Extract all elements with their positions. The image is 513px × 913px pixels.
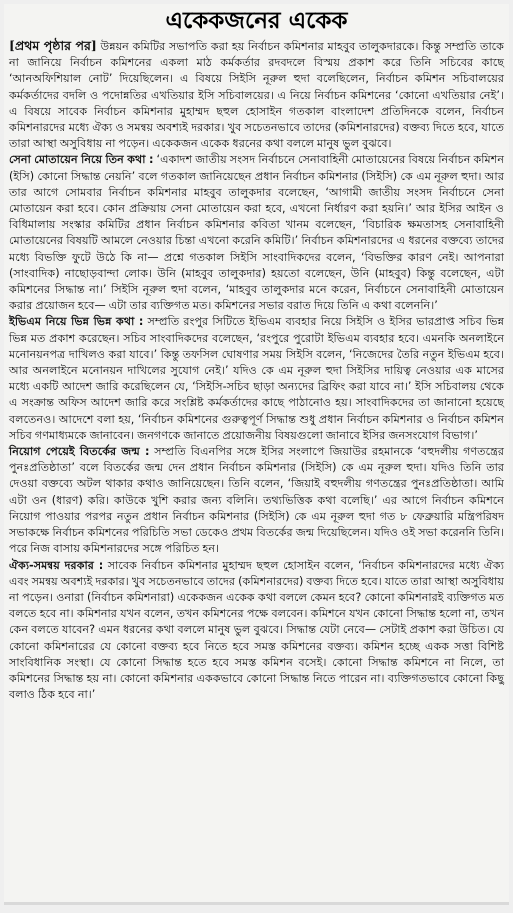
- section-heading: ইভিএম নিয়ে ভিন্ন ভিন্ন কথা :: [9, 315, 144, 329]
- section-unity-coordination: [9, 558, 504, 704]
- section-heading: ঐক্য-সমন্বয় দরকার :: [9, 558, 104, 572]
- section-heading: সেনা মোতায়েন নিয়ে তিন কথা :: [9, 153, 154, 167]
- article-page: [4, 4, 509, 905]
- section-body: সম্প্রতি বিএনপির সঙ্গে ইসির সংলাপে জিয়াউর রহমানকে ‘বহুদলীয় গণতন্ত্রের পুনঃপ্রতিষ্ঠাতা’ বলে বিতর্কের জন্ম দেন প্রধান নির্বাচন কমিশনার (সিইসি) কে এম নূরুল হুদা। যদিও তিনি তার দেওয়া বক্তব্যে অটল থাকার কথাও জানিয়েছেন। তিনি বলেন, ‘জিয়াই বহুদলীয় গণতন্ত্রের পুনঃপ্রতিষ্ঠাতা। আমি এটা ওন (ধারণ) করি। কাউকে খুশি করার জন্য বলিনি। তথ্যভিত্তিক কথা বলেছি।’ এর আগে নির্বাচন কমিশনে নিয়োগ পাওয়ার পরপর নতুন প্রধান নির্বাচন কমিশনার (সিইসি) কে এম নূরুল হুদা গত ৮ ফেব্রুয়ারি মন্ত্রিপরিষদ সভাকক্ষে নির্বাচন কমিশনের পরিচিতি সভা ডেকেও প্রথম বিতর্কের জন্ম দিয়েছিলেন। যদিও ওই সভা করেননি তিনি। পরে নিজ বাসায় কমিশনারদের সঙ্গে পরিচিত হন।: [9, 445, 505, 556]
- section-body: সাবেক নির্বাচন কমিশনার মুহাম্মদ ছহুল হোসাইন বলেন, ‘নির্বাচন কমিশনারদের মধ্যে ঐক্য এবং সমন্বয় অবশ্যই দরকার। খুব সচেতনভাবে তাদের (কমিশনারদের) বক্তব্য দিতে হবে। যাতে তারা আস্থা অসুবিধায় না পড়েন। ওনারা (নির্বাচন কমিশনারা) একেকজন একেক কথা বললে কেমন হবে? কোনো কমিশনারই ব্যক্তিগত মত বলতে হবে না। কমিশনার যখন বলেন, তখন কমিশনের পক্ষে বলবেন। কমিশনে যখন কোনো সিদ্ধান্ত হলো না, তখন কেন বলতে যাবেন? এমন ধরনের কথা বললে মানুষ ভুল বুঝবে। সিদ্ধান্ত যেটা নেবে— সেটাই প্রকাশ করা উচিত। যে কোনো কমিশনারের যে কোনো বক্তব্য হবে নিতে হবে সমস্ত কমিশনের বক্তব্য। কমিশন হচ্ছে একক সত্তা বিশিষ্ট সাংবিধানিক সংস্থা। যে কোনো সিদ্ধান্ত হতে হবে সমস্ত কমিশন বসেই। কোনো সিদ্ধান্ত কমিশনে না নিলে, তা কমিশনের সিদ্ধান্ত হয় না। কোনো কমিশনার এককভাবে কোনো সিদ্ধান্ত নিতে পারেন না। ব্যক্তিগতভাবে কোনো কিছু বলাও ঠিক হবে না।’: [9, 558, 504, 702]
- section-army-deployment: [9, 152, 504, 314]
- intro-paragraph: [9, 38, 504, 152]
- continuation-marker: [প্রথম পৃষ্ঠার পর]: [9, 38, 97, 53]
- section-body: ‘একাদশ জাতীয় সংসদ নির্বাচনে সেনাবাহিনী মোতায়েনের বিষয়ে নির্বাচন কমিশন (ইসি) কোনো সিদ্ধান্ত নেয়নি’ বলে গতকাল জানিয়েছেন প্রধান নির্বাচন কমিশনার (সিইসি) কে এম নূরুল হুদা। আর তার আগে সোমবার নির্বাচন কমিশনার মাহবুব তালুকদার বলেছেন, ‘আগামী জাতীয় সংসদ নির্বাচনে সেনা মোতায়েন করা হবে। কোন প্রক্রিয়ায় সেনা মোতায়েন করা হবে, এখনো নির্ধারণ করা হয়নি।’ আর ইসির আইন ও বিধিমালায় সংস্কার কমিটির প্রধান নির্বাচন কমিশনার কবিতা খানম বলেছেন, ‘বিচারিক ক্ষমতাসহ সেনাবাহিনী মোতায়েনের বিষয়টি আমলে নেওয়ার চিন্তা এখনো করেনি কমিটি।’ নির্বাচন কমিশনারদের এ ধরনের বক্তব্যে তাদের মধ্যে বিভক্তি ফুটে উঠে কি না— প্রশ্নে গতকাল সিইসি সাংবাদিকদের বলেন, ‘বিভক্তির কারণ নেই। আপনারা (সাংবাদিক) নাছোড়বান্দা লোক। উনি (মাহবুব তালুকদার) হয়তো বলেছেন, উনি (মাহবুব) কিন্তু বলেছেন, এটা কমিশনের সিদ্ধান্ত না।’ সিইসি নূরুল হুদা বলেন, ‘মাহবুব তালুকদার মনে করেন, নির্বাচনে সেনাবাহিনী মোতায়েন করার প্রয়োজন হবে— এটা তার ব্যক্তিগত মত। কমিশনের সভার বরাত দিয়ে তিনি এ কথা বলেননি।’: [9, 153, 505, 313]
- section-heading: নিয়োগ পেয়েই বিতর্কের জন্ম :: [9, 445, 150, 459]
- article-headline: একেকজনের একেক: [165, 7, 348, 34]
- intro-text: উন্নয়ন কমিটির সভাপতি করা হয় নির্বাচন কমিশনার মাহবুব তালুকদারকে। কিন্তু সম্প্রতি তাকে না জানিয়ে নির্বাচন কমিশনের একলা মাঠ কর্মকর্তার রদবদলে বিস্ময় প্রকাশ করে তিনি সচিবের কাছে ‘আনঅফিশিয়াল নোট’ দিয়েছিলেন। এ বিষয়ে সিইসি নূরুল হুদা বলেছিলেন, নির্বাচন কমিশন সচিবালয়ের কর্মকর্তাদের বদলি ও পদোন্নতির এখতিয়ার ইসি সচিবালয়ের। এ নিয়ে নির্বাচন কমিশনের ‘কোনো এখতিয়ার নেই’। এ বিষয়ে সাবেক নির্বাচন কমিশনার মুহাম্মদ ছহুল হোসাইন গতকাল বাংলাদেশ প্রতিদিনকে বলেন, নির্বাচন কমিশনারদের মধ্যে ঐক্য ও সমন্বয় অবশ্যই দরকার। খুব সচেতনভাবে তাদের (কমিশনারদের) বক্তব্য দিতে হবে, যাতে তারা আস্থা অসুবিধায় না পড়েন। একেকজন একেক ধরনের কথা বললে মানুষ ভুল বুঝবে।: [9, 40, 505, 151]
- bottom-divider: [4, 902, 509, 905]
- section-body: সম্প্রতি রংপুর সিটিতে ইভিএম ব্যবহার নিয়ে সিইসি ও ইসির ভারপ্রাপ্ত সচিব ভিন্ন ভিন্ন মত প্রকাশ করেছেন। সচিব সাংবাদিকদের বলেছেন, ‘রংপুরে পুরোটা ইভিএম ব্যবহার হবে। এমনকি অনলাইনে মনোনয়নপত্র দাখিলও করা যাবে।’ কিন্তু তফসিল ঘোষণার সময় সিইসি বলেন, ‘নিজেদের তৈরি নতুন ইভিএম হবে। আর অনলাইনে মনোনয়ন দাখিলের সুযোগ নেই।’ যদিও কে এম নূরুল হুদা সিইসির দায়িত্ব নেওয়ার এক মাসের মধ্যে একটি আদেশ জারি করেছিলেন যে, ‘সিইসি-সচিব ছাড়া অন্যদের ব্রিফিং করা যাবে না।’ ইসি সচিবালয় থেকে এ সংক্রান্ত অফিস আদেশ জারি করে সংশ্লিষ্ট কর্মকর্তাদের কাছে পাঠানোও হয়। সাংবাদিকদের তা জানানো হয়েছে বলতেনও। আদেশে বলা হয়, ‘নির্বাচন কমিশনের গুরুত্বপূর্ণ সিদ্ধান্ত শুধু প্রধান নির্বাচন কমিশনার ও নির্বাচন কমিশন সচিব গণমাধ্যমকে জানাবেন। জনগণকে জানাতে প্রয়োজনীয় বিষয়গুলো জানাবে ইসির জনসংযোগ বিভাগ।’: [9, 315, 504, 442]
- section-evm: [9, 314, 504, 444]
- section-appointment-controversy: [9, 444, 504, 557]
